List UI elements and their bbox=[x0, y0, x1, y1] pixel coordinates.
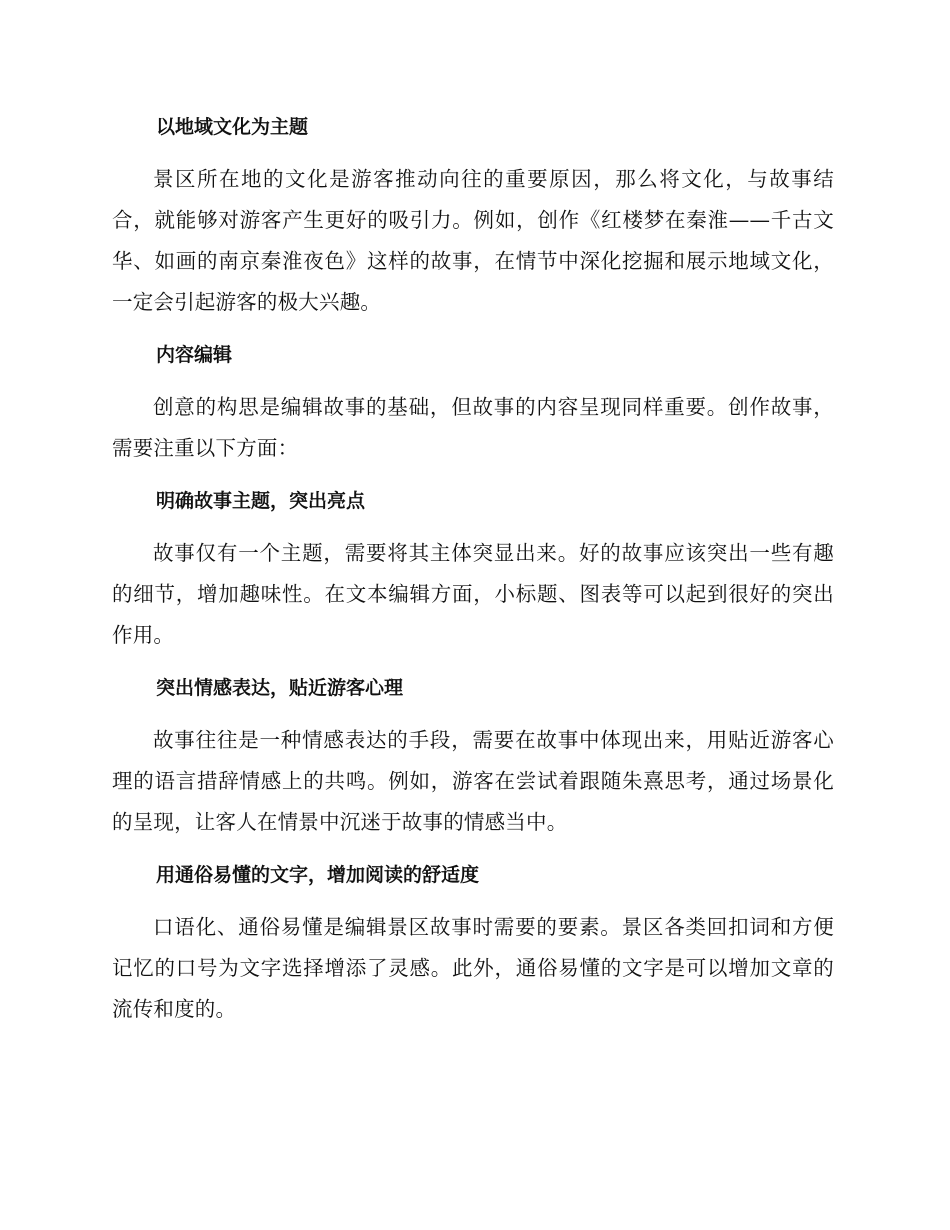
section-paragraph-content-editing: 创意的构思是编辑故事的基础，但故事的内容呈现同样重要。创作故事，需要注重以下方面： bbox=[112, 395, 834, 460]
section-paragraph-emotional-expression: 故事往往是一种情感表达的手段，需要在故事中体现出来，用贴近游客心理的语言措辞情感上的共鸣。例如，游客在尝试着跟随朱熹思考，通过场景化的呈现，让客人在情景中沉迷于故事的情感当中。 bbox=[112, 728, 834, 834]
section-paragraph-plain-language: 口语化、通俗易懂是编辑景区故事时需要的要素。景区各类回扣词和方便记忆的口号为文字选择增添了灵感。此外，通俗易懂的文字是可以增加文章的流传和度的。 bbox=[112, 915, 834, 1021]
section-heading-plain-language: 用通俗易懂的文字，增加阅读的舒适度 bbox=[156, 864, 480, 886]
section-heading-regional-culture: 以地域文化为主题 bbox=[156, 116, 309, 138]
section-heading-clear-theme: 明确故事主题，突出亮点 bbox=[156, 490, 366, 512]
section-paragraph-clear-theme: 故事仅有一个主题，需要将其主体突显出来。好的故事应该突出一些有趣的细节，增加趣味性。在文本编辑方面，小标题、图表等可以起到很好的突出作用。 bbox=[112, 541, 834, 647]
document-page bbox=[112, 108, 834, 1043]
section-heading-content-editing: 内容编辑 bbox=[156, 344, 233, 366]
section-heading-emotional-expression: 突出情感表达，贴近游客心理 bbox=[156, 677, 404, 699]
section-paragraph-regional-culture: 景区所在地的文化是游客推动向往的重要原因，那么将文化，与故事结合，就能够对游客产生更好的吸引力。例如，创作《红楼梦在秦淮——千古文华、如画的南京秦淮夜色》这样的故事，在情节中深化挖掘和展示地域文化，一定会引起游客的极大兴趣。 bbox=[112, 167, 834, 314]
